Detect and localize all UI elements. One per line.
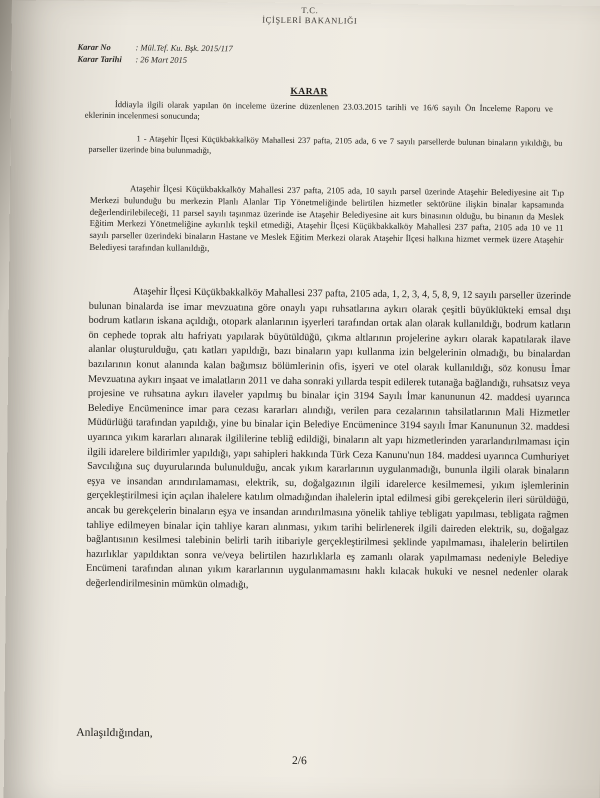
paragraph-3: Ataşehir İlçesi Küçükbakkalköy Mahallesi 237 pafta, 2105 ada, 1, 2, 3, 4, 5, 8, 9, 12 sayılı parseller üzerinde bulunan binalarda ise imar mevzuatına göre onaylı yapı ruhsatlarına aykırı olarak çeşitli büyüklükteki emsal dışı bodrum katların iskana açıldığı, otopark alanlarının işyerleri tarafından ortak alan olarak kullanıldığı, bodrum katların ön cephede toprak altı hafriyatı yapılarak büyütüldüğü, çıkma altlarının projelerine aykırı olarak kapatılarak ilave alanlar oluşturulduğu, çatı katları yapıldığı, bazı binaların yapı kullanma izin belgelerinin olmadığı, bu binalardan bazılarının konut alanında kalan bağımsız bölümlerinin ofis, işyeri ve otel olarak kullanıldığı, söz konusu İmar Mevzuatına aykırı inşaat ve imalatların 2011 ve daha sonraki yıllarda tespit edilerek tutanağa bağlandığı, ruhsatsız veya projesine ve ruhsatına aykırı ilaveler yapılmış bu binalar için 3194 Sayılı İmar kanununun 42. maddesi uyarınca Belediye Encümenince imar para cezası kararları alındığı, verilen para cezalarının tahsilatlarının Mali Hizmetler Müdürlüğü tarafından yapıldığı, yine bu binalar için Belediye Encümenince 3194 sayılı İmar Kanununun 32. maddesi uyarınca yıkım kararları alınarak ilgililerine tebliğ edildiği, binaların alt yapı hizmetlerinden yararlandırılmaması için ilgili idarelere bildirimler yapıldığı, yapı sahipleri hakkında Türk Ceza Kanunu'nun 184. maddesi uyarınca Cumhuriyet Savcılığına suç duyurularında bulunulduğu, ancak yıkım kararlarının uygulanmadığı, bununla ilgili olarak binaların eşya ve insandan arındırılamaması, elektrik, su, doğalgazının ilgili idarelerce kesilmemesi, yıkım işlemlerinin gerçekleştirilmesi için açılan ihalelere katılım olmadığından ihalelerin iptal edilmesi gibi gerekçelerin ileri sürüldüğü, ancak bu gerekçelerin binaların eşya ve insandan arındırılmasına yönelik tahliye tebligatı yapılması, tebligata rağmen tahliye edilmeyen binalar için tahliye kararı alınması, yıkım tarihi belirlenerek ilgili daireden elektrik, su, doğalgaz bağlantısının kesilmesi talebinin belirli tarih itibariyle gerçekleştirilmesi şeklinde yapılmaması, ihalelerin belirtilen hazırlıklar yapıldıktan sonra ve/veya belirtilen hazırlıklarla eş zamanlı olarak yapılmaması nedeniyle Belediye Encümeni tarafından alınan yıkım kararlarının uygulanmamasını haklı kılacak hukuki ve nesnel nedenler olarak değerlendirilmesinin mümkün olmadığı,: [85, 286, 571, 591]
header-ministry: İÇİŞLERİ BAKANLIĞI: [262, 14, 358, 26]
karar-no-value: : Mül.Tef. Ku. Bşk. 2015/117: [135, 42, 233, 54]
ministry-header: [12, 2, 600, 28]
karar-tarihi-label: Karar Tarihi: [77, 53, 122, 65]
closing-line: Anlaşıldığından,: [76, 726, 153, 740]
paragraph-2: Ataşehir İlçesi Küçükbakkalköy Mahallesi 237 pafta, 2105 ada, 10 sayılı parsel üzerinde Ataşehir Belediyesine ait Tıp Merkezi bulunduğu bu merkezin Planlı Alanlar Tip Yönetmeliğinde belirtilen hizmetler sektörüne ilişkin binalar kapsamında değerlendirilebileceği, 11 parsel sayılı taşınmaz üzerinde ise Ataşehir Belediyesine ait kurs binasının olduğu, bu binanın da Meslek Eğitim Merkezi Yönetmeliğine aykırılık teşkil etmediği, Ataşehir İlçesi Küçükbakkalköy Mahallesi 237 pafta, 2105 ada 10 ve 11 sayılı parseller üzerindeki binaların Hastane ve Meslek Eğitim Merkezi olarak Ataşehir İlçesi halkına hizmet vermek üzere Ataşehir Belediyesi tarafından kullanıldığı,: [89, 183, 565, 254]
page-number: 2/6: [291, 754, 307, 768]
decision-heading: KARAR: [290, 86, 328, 98]
decision-meta: [77, 41, 233, 67]
intro-paragraph: İddiayla ilgili olarak yapılan ön inceleme üzerine düzenlenen 23.03.2015 tarihli ve 16/6 sayılı Ön İnceleme Raporu ve eklerinin incelenmesi sonucunda;: [84, 99, 553, 121]
karar-tarihi-value: : 26 Mart 2015: [135, 54, 188, 65]
document-content: [4, 0, 600, 798]
karar-tarihi-row: [77, 53, 232, 67]
paragraph-1: 1 - Ataşehir İlçesi Küçükbakkalköy Mahallesi 237 pafta, 2105 ada, 6 ve 7 sayılı parsellerde bulunan binaların yıkıldığı, bu parseller üzerinde bina bulunmadığı,: [88, 134, 563, 156]
karar-no-label: Karar No: [77, 41, 111, 53]
header-tc: T.C.: [301, 5, 319, 16]
document-page: [4, 0, 600, 798]
